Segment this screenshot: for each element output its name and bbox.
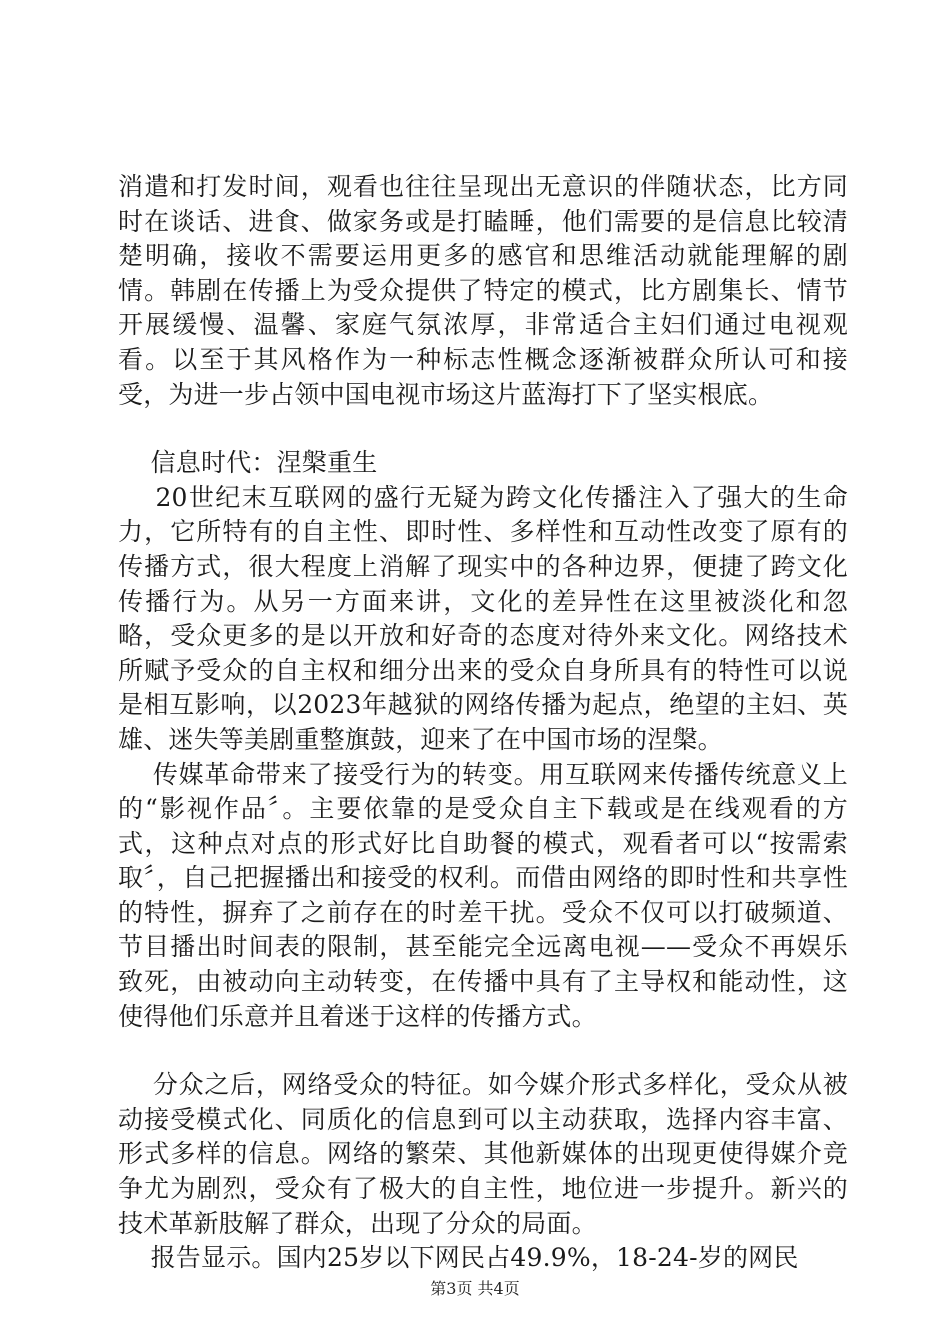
paragraph-gap [118,412,848,446]
paragraph-media-revolution: 传媒革命带来了接受行为的转变。用互联网来传播传统意义上的“影视作品〞。主要依靠的是受众自主下载或是在线观看的方式，这种点对点的形式好比自助餐的模式，观看者可以“按需索取〞，自己把握播出和接受的权利。而借由网络的即时性和共享性的特性，摒弃了之前存在的时差干扰。受众不仅可以打破频道、节目播出时间表的限制，甚至能完全远离电视——受众不再娱乐致死，由被动向主动转变，在传播中具有了主导权和能动性，这使得他们乐意并且着迷于这样的传播方式。 [118,759,848,1031]
paragraph-internet-spread: 20世纪末互联网的盛行无疑为跨文化传播注入了强大的生命力，它所特有的自主性、即时性、多样性和互动性改变了原有的传播方式，很大程度上消解了现实中的各种边界，便捷了跨文化传播行为。从另一方面来讲，文化的差异性在这里被淡化和忽略，受众更多的是以开放和好奇的态度对待外来文化。网络技术所赋予受众的自主权和细分出来的受众自身所具有的特性可以说是相互影响，以2023年越狱的网络传播为起点，绝望的主妇、英雄、迷失等美剧重整旗鼓，迎来了在中国市场的涅槃。 [118,482,849,754]
section-heading-information-age: 信息时代：涅槃重生 [118,448,378,478]
page-number-footer: 第3页 共4页 [430,1279,520,1298]
document-body [118,170,848,1276]
paragraph-gap [118,1034,848,1068]
paragraph-audience-segmentation: 分众之后，网络受众的特征。如今媒介形式多样化，受众从被动接受模式化、同质化的信息到可以主动获取，选择内容丰富、形式多样的信息。网络的繁荣、其他新媒体的出现更使得媒介竞争尤为剧烈，受众有了极大的自主性，地位进一步提升。新兴的技术革新肢解了群众，出现了分众的局面。 [118,1070,848,1238]
paragraph-report-statistics: 报告显示。国内25岁以下网民占49.9%，18-24-岁的网民 [118,1243,799,1273]
paragraph-korean-drama-viewing: 消遣和打发时间，观看也往往呈现出无意识的伴随状态，比方同时在谈话、进食、做家务或是打瞌睡，他们需要的是信息比较清楚明确，接收不需要运用更多的感官和思维活动就能理解的剧情。韩剧在传播上为受众提供了特定的模式，比方剧集长、情节开展缓慢、温馨、家庭气氛浓厚，非常适合主妇们通过电视观看。以至于其风格作为一种标志性概念逐渐被群众所认可和接受，为进一步占领中国电视市场这片蓝海打下了坚实根底。 [118,172,848,409]
